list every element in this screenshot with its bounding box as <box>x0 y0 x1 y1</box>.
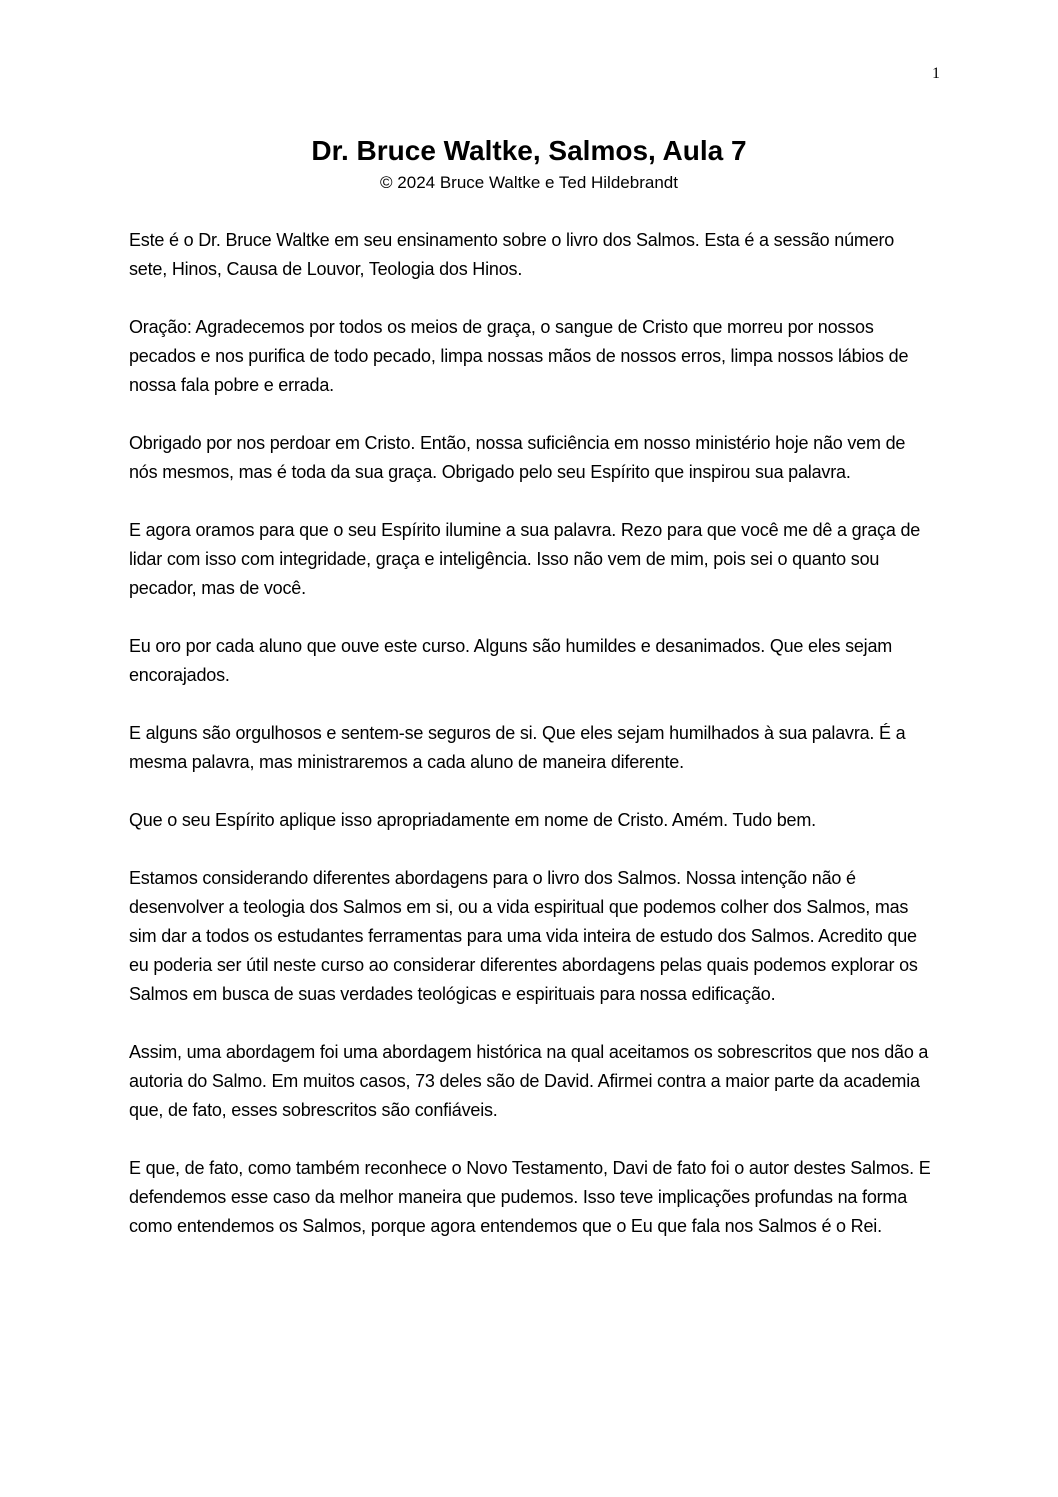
paragraph: Estamos considerando diferentes abordagens para o livro dos Salmos. Nossa intenção não é desenvolver a teologia dos Salmos em si, ou a vida espiritual que podemos colher dos Salmos, mas sim dar a todos os estudantes ferramentas para uma vida inteira de estudo dos Salmos. Acredito que eu poderia ser útil neste curso ao considerar diferentes abordagens pelas quais podemos explorar os Salmos em busca de suas verdades teológicas e espirituais para nossa edificação. <box>129 868 918 1004</box>
document-title: Dr. Bruce Waltke, Salmos, Aula 7 <box>311 135 747 166</box>
paragraph: Obrigado por nos perdoar em Cristo. Então, nossa suficiência em nosso ministério hoje não vem de nós mesmos, mas é toda da sua graça. Obrigado pelo seu Espírito que inspirou sua palavra. <box>129 433 906 482</box>
paragraph: E agora oramos para que o seu Espírito ilumine a sua palavra. Rezo para que você me dê a graça de lidar com isso com integridade, graça e inteligência. Isso não vem de mim, pois sei o quanto sou pecador, mas de você. <box>129 520 921 598</box>
document-header <box>0 132 1058 196</box>
paragraph: E que, de fato, como também reconhece o Novo Testamento, Davi de fato foi o autor destes Salmos. E defendemos esse caso da melhor maneira que pudemos. Isso teve implicações profundas na forma como entendemos os Salmos, porque agora entendemos que o Eu que fala nos Salmos é o Rei. <box>129 1158 931 1236</box>
copyright-line: © 2024 Bruce Waltke e Ted Hildebrandt <box>380 173 678 192</box>
paragraph: E alguns são orgulhosos e sentem-se seguros de si. Que eles sejam humilhados à sua palavra. É a mesma palavra, mas ministraremos a cada aluno de maneira diferente. <box>129 723 906 772</box>
page-number: 1 <box>932 65 940 82</box>
paragraph-prayer: Oração: Agradecemos por todos os meios de graça, o sangue de Cristo que morreu por nossos pecados e nos purifica de todo pecado, limpa nossas mãos de nossos erros, limpa nossos lábios de nossa fala pobre e errada. <box>129 317 909 395</box>
paragraph: Que o seu Espírito aplique isso apropriadamente em nome de Cristo. Amém. Tudo bem. <box>129 810 816 830</box>
document-body <box>129 226 934 1270</box>
paragraph: Assim, uma abordagem foi uma abordagem histórica na qual aceitamos os sobrescritos que nos dão a autoria do Salmo. Em muitos casos, 73 deles são de David. Afirmei contra a maior parte da academia que, de fato, esses sobrescritos são confiáveis. <box>129 1042 929 1120</box>
paragraph-intro: Este é o Dr. Bruce Waltke em seu ensinamento sobre o livro dos Salmos. Esta é a sessão número sete, Hinos, Causa de Louvor, Teologia dos Hinos. <box>129 230 895 279</box>
paragraph: Eu oro por cada aluno que ouve este curso. Alguns são humildes e desanimados. Que eles sejam encorajados. <box>129 636 893 685</box>
